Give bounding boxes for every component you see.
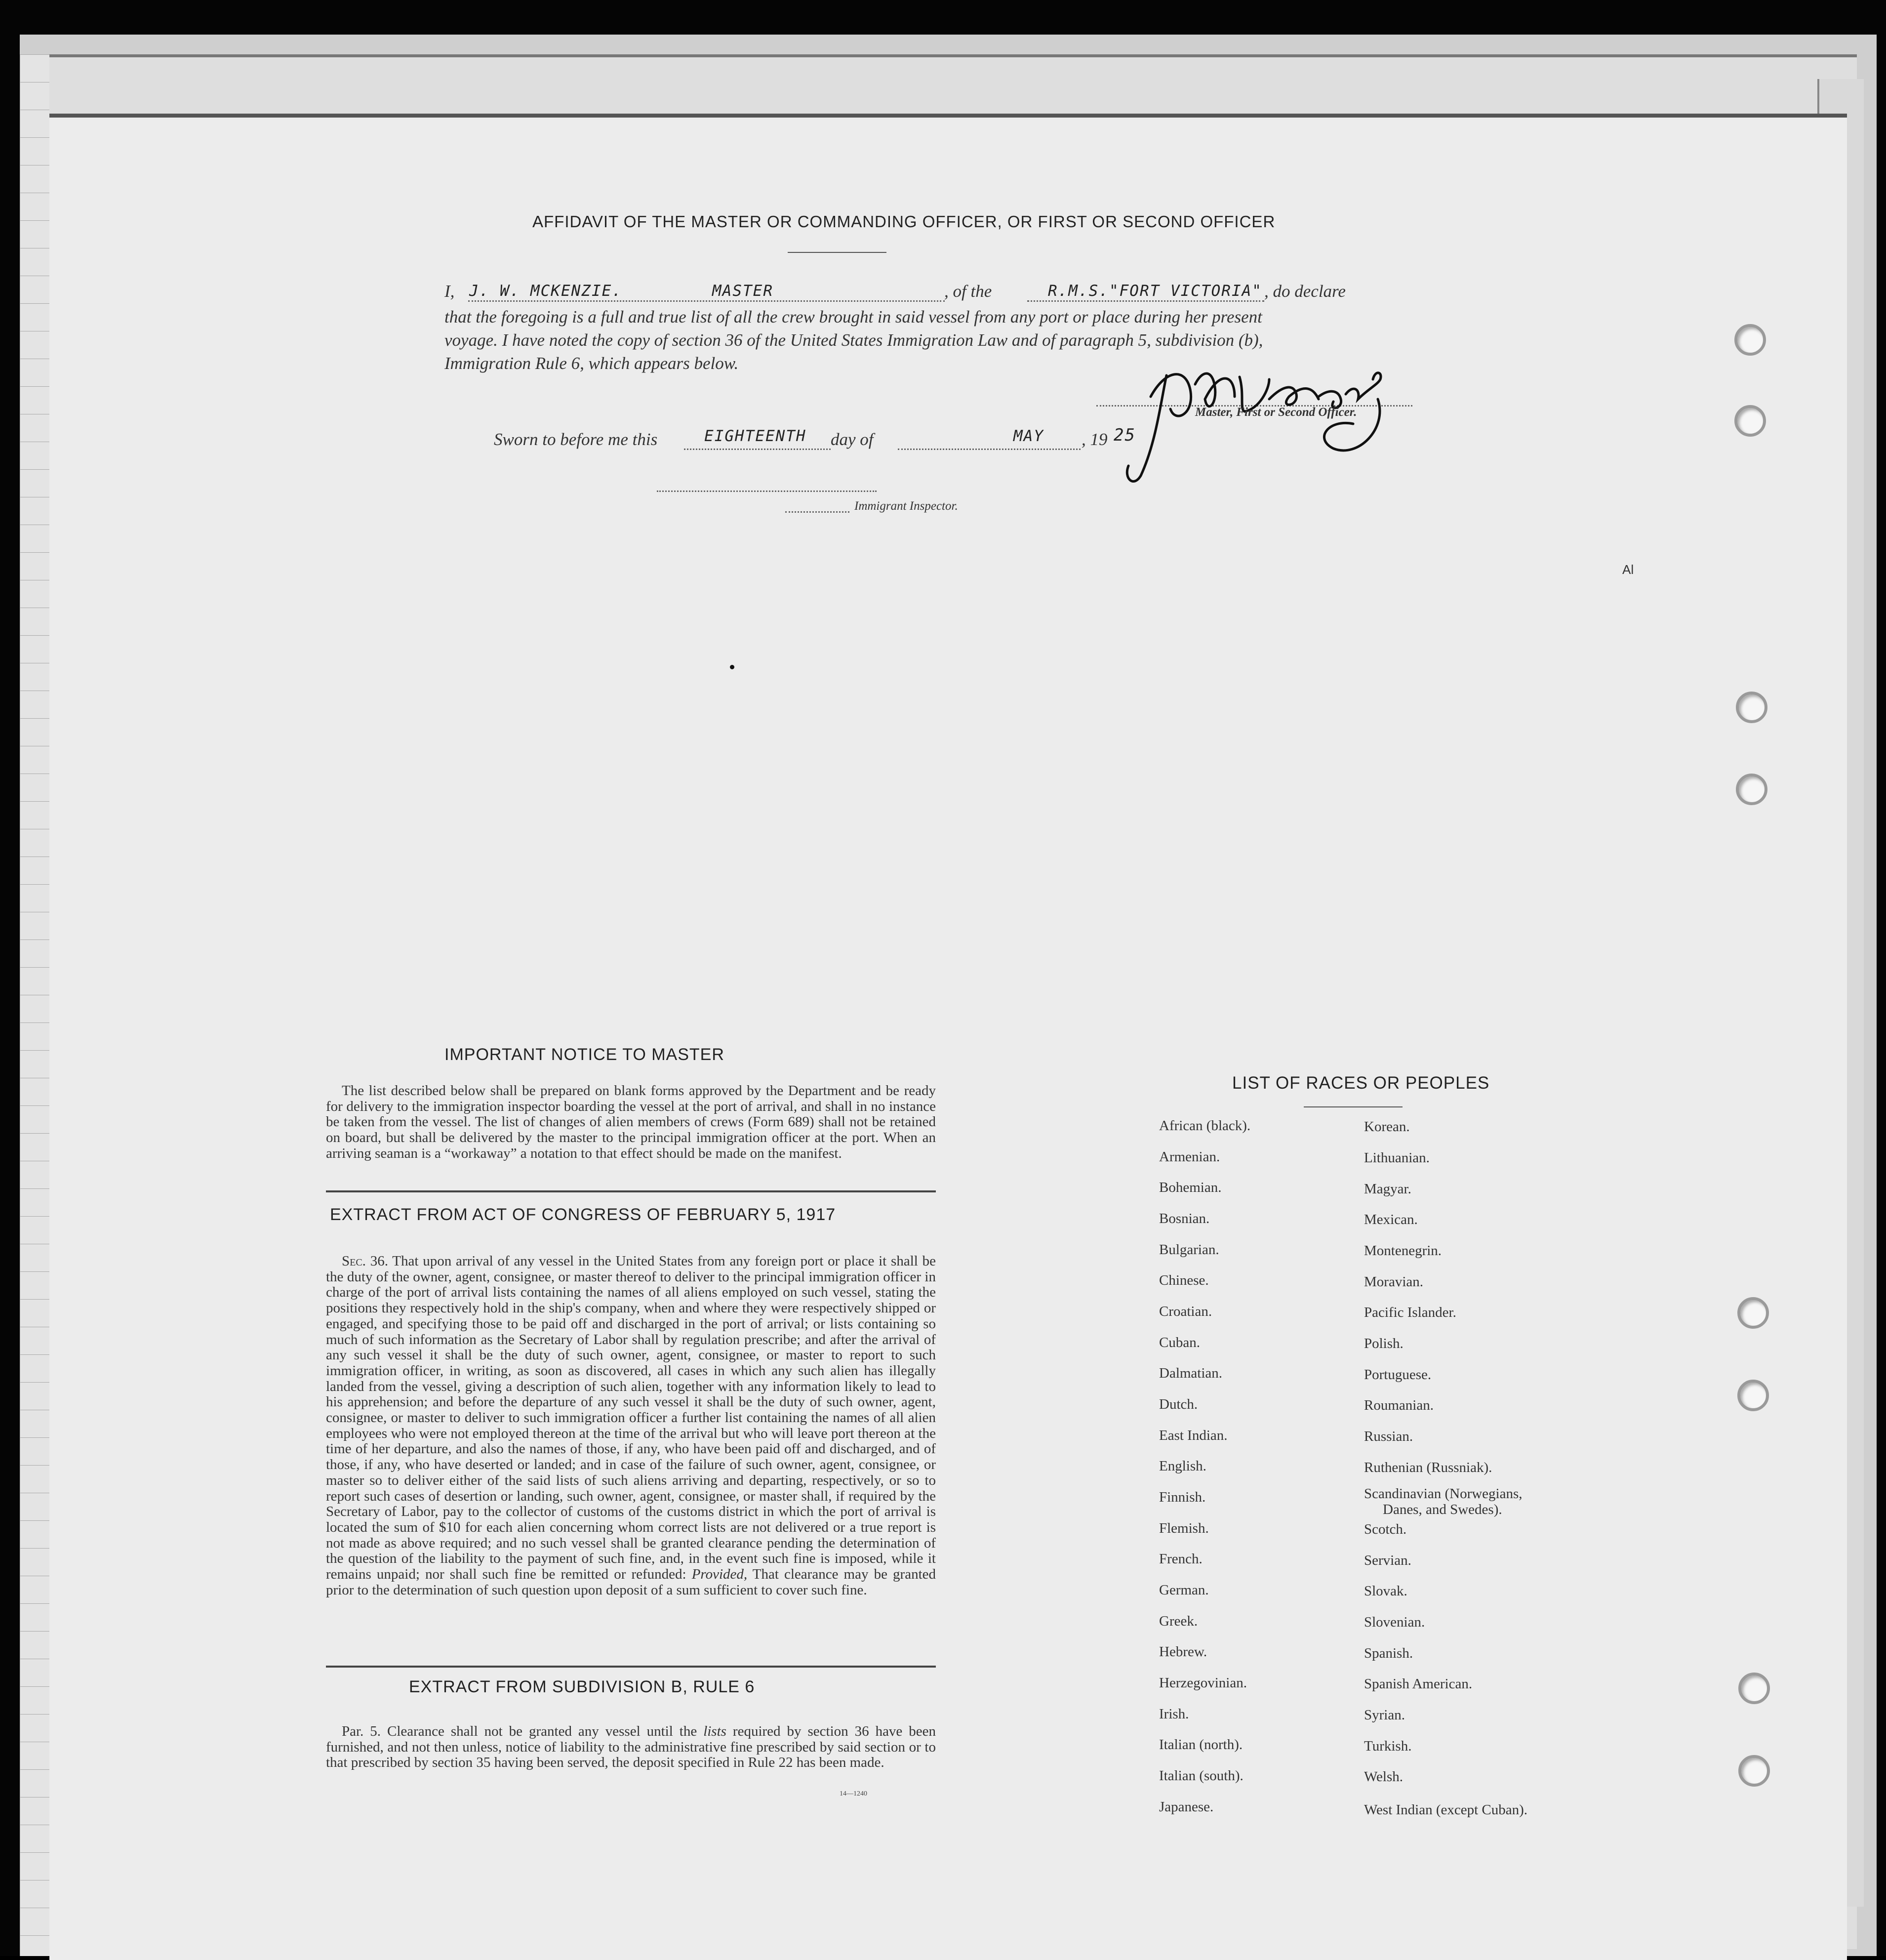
punch-hole [1736, 774, 1767, 805]
race-item: Italian (north). [1159, 1737, 1243, 1753]
race-item: Croatian. [1159, 1304, 1212, 1319]
race-item: Welsh. [1364, 1769, 1404, 1785]
race-item: Dalmatian. [1159, 1365, 1223, 1381]
sworn-year-field: 25 [1114, 425, 1136, 445]
race-item: Moravian. [1364, 1274, 1423, 1290]
race-item: Roumanian. [1364, 1397, 1434, 1413]
race-item: Hebrew. [1159, 1644, 1207, 1660]
ink-dot [730, 665, 734, 669]
punch-hole [1736, 692, 1767, 723]
day-of-label: day of [831, 430, 874, 449]
extract-act-title: EXTRACT FROM ACT OF CONGRESS OF FEBRUARY 5, 1917 [330, 1205, 836, 1224]
section-body: That upon arrival of any vessel in the United States from any foreign port or place it shall be the duty of the owner, agent, consignee, or master thereof to deliver to the principal immigration officer in charge of the port of arrival lists containing the names of all aliens employed on such vessel, stating the positions they respectively hold in the ship's company, when and where they were respectively shipped or engaged, and specifying those to be paid off and discharged in the port of arrival; or lists containing so much of such information as the Secretary of Labor shall by regulation prescribe; and after the arrival of any such vessel it shall be the duty of such owner, agent, consignee, or master to report to such immigration officer, in writing, as soon as discovered, all cases in which any such alien has illegally landed from the vessel, giving a description of such alien, together with any information likely to lead to his apprehension; and before the departure of any such vessel it shall be the duty of such owner, agent, consignee, or master to deliver to such immigration officer a further list containing the names of all alien employees who were not employed thereon at the time of the arrival but who will leave port thereon at the time of her departure, and also the names of those, if any, who have been paid off and discharged, and of those, if any, who have deserted or landed; and in case of the failure of such owner, agent, consignee, or master so to deliver either of the said lists of such aliens arriving and departing, respectively, or so to report such cases of desertion or landing, such owner, agent, consignee, or master shall, if required by the Secretary of Labor, pay to the collector of customs of the customs district in which the port of arrival is located the sum of $10 for each alien concerning whom correct lists are not delivered or a true report is not made as above required; and no such vessel shall be granted clearance pending the determination of the question of the liability to the payment of such fine, and, in the event such fine is imposed, while it remains unpaid; nor shall such fine be remitted or refunded: [326, 1253, 936, 1583]
race-item: Italian (south). [1159, 1768, 1244, 1784]
affidavit-line2: that the foregoing is a full and true list of all the crew brought in said vessel from any port or place during her present [444, 307, 1262, 327]
sworn-prefix: Sworn to before me this [494, 430, 658, 449]
race-item: Portuguese. [1364, 1367, 1432, 1383]
punch-hole [1734, 324, 1766, 356]
extract-rule-text [326, 1724, 936, 1771]
race-item: Scandinavian (Norwegians, [1364, 1486, 1523, 1502]
race-item: African (black). [1159, 1118, 1251, 1134]
race-item: Magyar. [1364, 1181, 1411, 1197]
inspector-signature-line [657, 490, 877, 492]
race-item: Pacific Islander. [1364, 1305, 1456, 1320]
race-item: Greek. [1159, 1613, 1198, 1629]
races-title: LIST OF RACES OR PEOPLES [1232, 1073, 1490, 1093]
race-item: Turkish. [1364, 1738, 1412, 1754]
lists-word: lists [703, 1723, 726, 1739]
year-prefix: , 19 [1082, 430, 1108, 449]
race-item: Lithuanian. [1364, 1150, 1430, 1166]
sworn-day-line [684, 449, 831, 450]
race-item: Bosnian. [1159, 1211, 1210, 1226]
race-item: Korean. [1364, 1119, 1410, 1135]
notice-text: The list described below shall be prepared on blank forms approved by the Department and be ready for delivery to the immigration inspector boarding the vessel at the port of arrival, and shall in no instance be taken from the vessel. The list of changes of alien members of crews (Form 689) shall not be retained on board, but shall be delivered by the master to the principal immigration officer at the port. When an arriving seaman is a “workaway” a notation to that effect should be made on the manifest. [326, 1083, 936, 1161]
race-item: Spanish. [1364, 1645, 1413, 1661]
sworn-month-line [898, 449, 1081, 450]
race-item: Irish. [1159, 1706, 1189, 1722]
inspector-short-line [785, 511, 849, 513]
race-item: Finnish. [1159, 1489, 1206, 1505]
form-number: 14—1240 [840, 1790, 867, 1797]
title-underline [788, 252, 886, 253]
inspector-caption: Immigrant Inspector. [854, 499, 958, 513]
provided-label: Provided, [691, 1566, 748, 1583]
race-item: Bohemian. [1159, 1180, 1222, 1195]
race-item: Armenian. [1159, 1149, 1220, 1165]
affidavit-title: AFFIDAVIT OF THE MASTER OR COMMANDING OFFICER, OR FIRST OR SECOND OFFICER [532, 212, 1276, 231]
race-item: Polish. [1364, 1336, 1404, 1351]
race-item: Dutch. [1159, 1396, 1198, 1412]
left-grid-margin [20, 54, 49, 1956]
form-page [49, 114, 1847, 1960]
race-item: Slovak. [1364, 1583, 1407, 1599]
line1-prefix: I, [444, 282, 455, 301]
races-underline [1304, 1106, 1403, 1107]
sworn-day-field: EIGHTEENTH [704, 427, 806, 445]
affidavit-line3: voyage. I have noted the copy of section 36 of the United States Immigration Law and of paragraph 5, subdivision (b), [444, 330, 1263, 350]
race-item: Servian. [1364, 1552, 1411, 1568]
race-item: Ruthenian (Russniak). [1364, 1460, 1492, 1475]
do-declare-label: , do declare [1264, 282, 1346, 301]
race-item: East Indian. [1159, 1428, 1228, 1443]
race-item: West Indian (except Cuban). [1364, 1802, 1528, 1818]
race-item: English. [1159, 1458, 1206, 1474]
notice-title: IMPORTANT NOTICE TO MASTER [444, 1045, 724, 1064]
punch-hole [1737, 1380, 1769, 1411]
rule-text-a: Par. 5. Clearance shall not be granted any vessel until the [342, 1723, 697, 1739]
notice-divider [326, 1190, 936, 1192]
rank-field: MASTER [712, 282, 773, 300]
race-item: Syrian. [1364, 1707, 1405, 1723]
race-item: Japanese. [1159, 1799, 1214, 1815]
race-item: Chinese. [1159, 1272, 1209, 1288]
race-item: Cuban. [1159, 1335, 1200, 1350]
sworn-month-field: MAY [1013, 427, 1044, 445]
affidavit-line4: Immigration Rule 6, which appears below. [444, 354, 739, 373]
section-body-end: That clearance may be granted prior to the determination of such question upon deposit of a sum sufficient to cover such fine. [326, 1566, 936, 1598]
section-label: Sec. 36. [342, 1253, 388, 1269]
extract-rule-title: EXTRACT FROM SUBDIVISION B, RULE 6 [409, 1677, 755, 1696]
of-the-label: , of the [944, 282, 992, 301]
punch-hole [1738, 1755, 1770, 1787]
rule-text-b: required by section 36 have been furnished, and not then unless, notice of liability to the administrative fine prescribed by said section or to that prescribed by section 35 having been served, the deposit specified in Rule 22 has been made. [326, 1723, 936, 1771]
signature-caption: Master, First or Second Officer. [1195, 406, 1357, 419]
right-margin-mark: Al [1622, 562, 1634, 577]
race-item: Montenegrin. [1364, 1243, 1442, 1259]
punch-hole [1734, 405, 1766, 437]
race-item: Slovenian. [1364, 1614, 1425, 1630]
race-item: Herzegovinian. [1159, 1675, 1247, 1691]
punch-hole [1737, 1297, 1769, 1329]
extract-act-text [326, 1254, 936, 1598]
extract-divider [326, 1666, 936, 1668]
race-item: Spanish American. [1364, 1676, 1473, 1692]
race-item: Russian. [1364, 1429, 1413, 1444]
race-item: Scotch. [1364, 1521, 1407, 1537]
vessel-name-field: R.M.S."FORT VICTORIA" [1048, 282, 1262, 300]
race-item: French. [1159, 1551, 1203, 1567]
race-item: Mexican. [1364, 1212, 1418, 1227]
punch-hole [1738, 1673, 1770, 1704]
sworn-line [494, 425, 1185, 451]
race-item: Flemish. [1159, 1520, 1209, 1536]
race-item: Bulgarian. [1159, 1242, 1219, 1258]
race-item: Danes, and Swedes). [1383, 1502, 1502, 1517]
race-item: German. [1159, 1582, 1209, 1598]
affidavit-line1 [444, 280, 1472, 303]
master-name-field: J. W. MCKENZIE. [469, 282, 622, 300]
